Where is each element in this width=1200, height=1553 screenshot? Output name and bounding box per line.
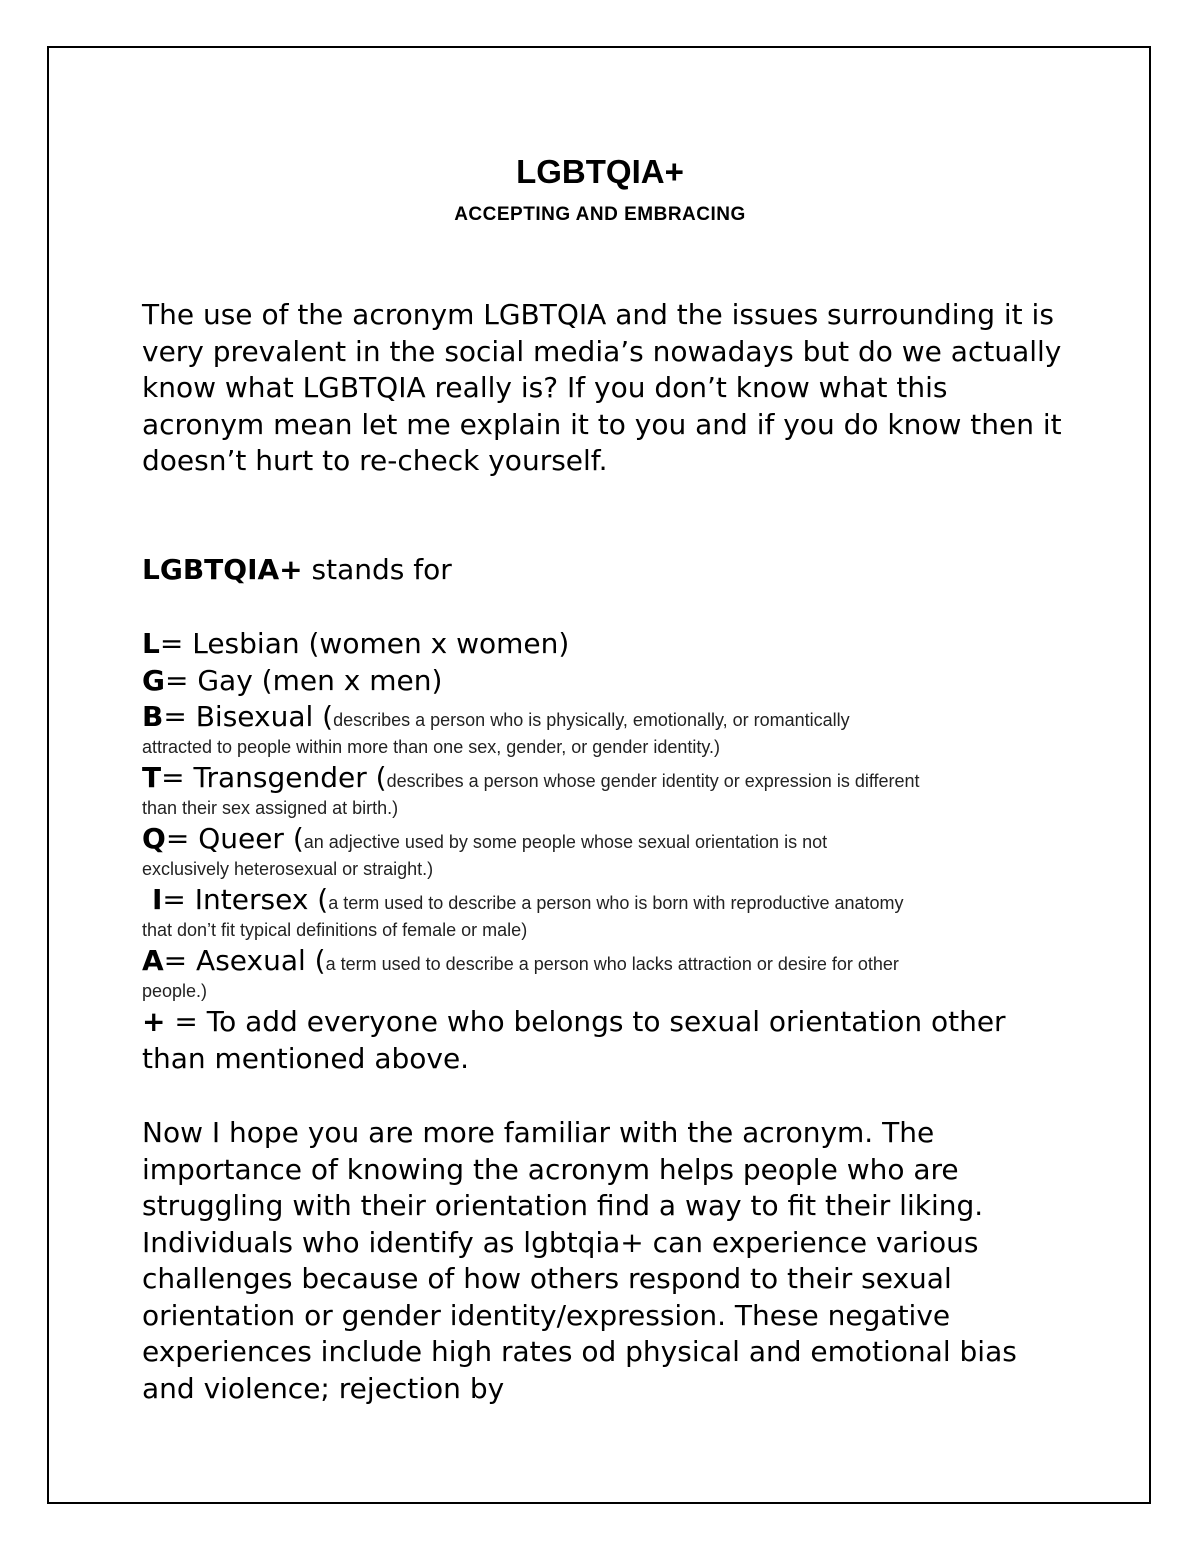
definition-eq: = [163, 944, 197, 977]
stands-for-line [142, 552, 1072, 589]
definition-item-g [142, 663, 1072, 700]
definition-description: describes a person who is physically, emotionally, or romantically [333, 710, 850, 730]
definition-description-cont: that don’t fit typical definitions of female or male) [142, 920, 528, 940]
document-title: LGBTQIA+ [516, 153, 684, 190]
stands-for-acronym: LGBTQIA+ [142, 553, 303, 586]
document-subtitle: ACCEPTING AND EMBRACING [454, 204, 746, 225]
definition-letter: L [142, 627, 160, 660]
definition-letter: B [142, 700, 164, 733]
definition-letter: Q [142, 822, 166, 855]
plus-symbol: + [142, 1005, 166, 1038]
definition-eq: = [165, 822, 199, 855]
definition-eq: = [162, 883, 195, 916]
definition-item-q [142, 821, 1072, 882]
plus-text: = To add everyone who belongs to sexual orientation other than mentioned above. [142, 1005, 1006, 1075]
definition-term: Transgender ( [193, 761, 387, 794]
stands-for-text: stands for [302, 553, 452, 586]
intro-paragraph: The use of the acronym LGBTQIA and the issues surrounding it is very prevalent in the social media’s nowadays but do we actually know what LGBTQIA really is? If you don’t know what this acronym mean let me explain it to you and if you do know then it doesn’t hurt to re-check yourself. [142, 298, 1062, 477]
definition-term: Bisexual ( [195, 700, 334, 733]
definition-item-b [142, 699, 1072, 760]
definition-description: a term used to describe a person who is born with reproductive anatomy [328, 893, 904, 913]
definition-eq: = [159, 627, 193, 660]
definition-list [142, 626, 1072, 1077]
definition-letter: A [142, 944, 164, 977]
definition-term: Intersex ( [194, 883, 329, 916]
definition-letter: T [142, 761, 162, 794]
definition-description-cont: than their sex assigned at birth.) [142, 798, 399, 818]
definition-item-plus [142, 1004, 1072, 1077]
closing-paragraph: Now I hope you are more familiar with the acronym. The importance of knowing the acronym helps people who are struggling with their orientation find a way to fit their liking. Individuals who identify as lgbtqia+ can experience various challenges because of how others respond to their sexual orientation or gender identity/expression. These negative experiences include high rates od physical and emotional bias and violence; rejection by [142, 1116, 1017, 1405]
definition-item-i [142, 882, 1072, 943]
definition-term: Asexual ( [196, 944, 326, 977]
definition-eq: = [164, 663, 198, 697]
definition-eq: = [163, 700, 196, 733]
definition-term: Gay (men x men) [197, 663, 443, 697]
definition-description: describes a person whose gender identity or expression is different [386, 771, 920, 791]
definition-description: a term used to describe a person who lacks attraction or desire for other [325, 954, 899, 974]
definition-item-l [142, 626, 1072, 663]
definition-description-cont: people.) [142, 981, 208, 1001]
definition-description-cont: attracted to people within more than one sex, gender, or gender identity.) [142, 737, 721, 757]
definition-description: an adjective used by some people whose sexual orientation is not [303, 832, 828, 852]
definition-letter: I [152, 883, 163, 916]
definition-eq: = [161, 761, 194, 794]
definition-term: Queer ( [198, 822, 304, 855]
definition-item-a [142, 943, 1072, 1004]
definition-term: Lesbian (women x women) [192, 627, 570, 660]
definition-letter: G [142, 663, 165, 697]
definition-description-cont: exclusively heterosexual or straight.) [142, 859, 434, 879]
definition-item-t [142, 760, 1072, 821]
